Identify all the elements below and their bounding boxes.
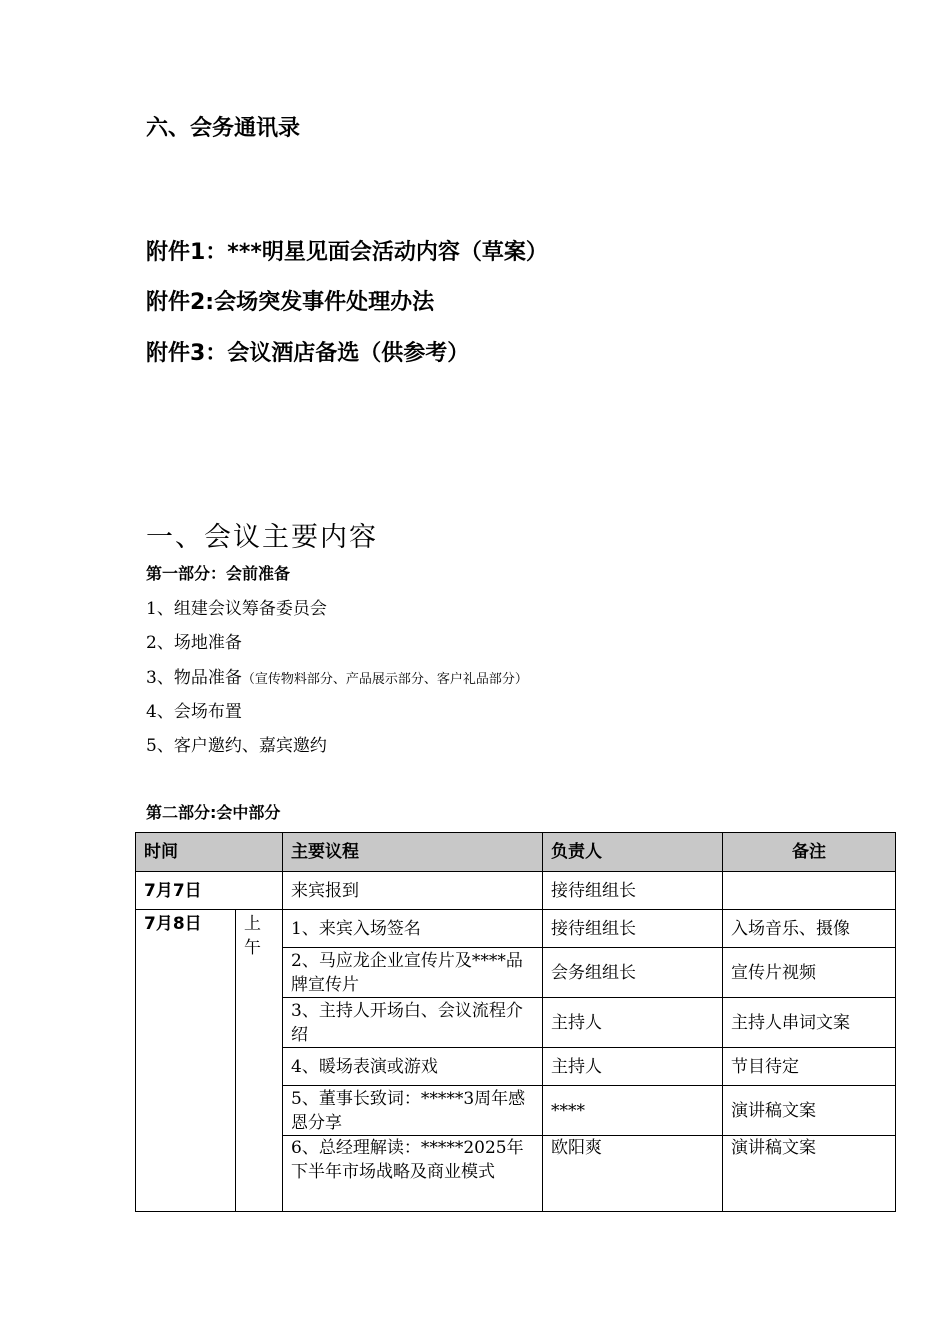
- list-item: [146, 731, 327, 756]
- agenda-cell: 3、主持人开场白、会议流程介绍: [283, 998, 543, 1048]
- appendix-2: 附件2:会场突发事件处理办法: [146, 290, 435, 315]
- table-row: [136, 910, 896, 948]
- list-item-text: 5、客户邀约、嘉宾邀约: [146, 736, 327, 756]
- appendix-3: 附件3：会议酒店备选（供参考）: [146, 341, 470, 366]
- remark-cell: [723, 872, 896, 910]
- date-cell: 7月7日: [136, 872, 283, 910]
- list-item: [146, 663, 528, 688]
- agenda-cell: 5、董事长致词：*****3周年感恩分享: [283, 1086, 543, 1136]
- owner-cell: 接待组组长: [543, 910, 723, 948]
- owner-cell: 主持人: [543, 1048, 723, 1086]
- header-owner: 负责人: [543, 833, 723, 872]
- remark-cell: 演讲稿文案: [723, 1136, 896, 1212]
- session-cell: 上午: [236, 910, 283, 1212]
- owner-cell: 欧阳爽: [543, 1136, 723, 1212]
- owner-cell: 主持人: [543, 998, 723, 1048]
- remark-cell: 节目待定: [723, 1048, 896, 1086]
- list-item: [146, 697, 242, 722]
- part-two-title: 第二部分:会中部分: [146, 803, 281, 822]
- remark-cell: 入场音乐、摄像: [723, 910, 896, 948]
- list-item-text: 1、组建会议筹备委员会: [146, 599, 327, 619]
- part-one-title: 第一部分：会前准备: [146, 564, 291, 583]
- owner-cell: ****: [543, 1086, 723, 1136]
- owner-cell: 会务组组长: [543, 948, 723, 998]
- appendix-1: 附件1：***明星见面会活动内容（草案）: [146, 240, 548, 265]
- header-time: 时间: [136, 833, 283, 872]
- agenda-cell: 4、暖场表演或游戏: [283, 1048, 543, 1086]
- agenda-table: [135, 832, 896, 1212]
- agenda-cell: 2、马应龙企业宣传片及****品牌宣传片: [283, 948, 543, 998]
- list-item-text: 2、场地准备: [146, 633, 242, 653]
- header-agenda: 主要议程: [283, 833, 543, 872]
- list-item: [146, 594, 327, 619]
- table-row: [136, 872, 896, 910]
- agenda-cell: 6、总经理解读：*****2025年下半年市场战略及商业模式: [283, 1136, 543, 1212]
- section-six-heading: 六、会务通讯录: [146, 116, 301, 141]
- remark-cell: 演讲稿文案: [723, 1086, 896, 1136]
- agenda-cell: 1、来宾入场签名: [283, 910, 543, 948]
- section-one-heading: 一、会议主要内容: [146, 522, 378, 553]
- table-header-row: [136, 833, 896, 872]
- remark-cell: 主持人串词文案: [723, 998, 896, 1048]
- header-remark: 备注: [723, 833, 896, 872]
- list-item: [146, 628, 242, 653]
- list-item-text: 4、会场布置: [146, 702, 242, 722]
- owner-cell: 接待组组长: [543, 872, 723, 910]
- list-item-text: 3、物品准备: [146, 668, 242, 688]
- date-cell: 7月8日: [136, 910, 236, 1212]
- list-item-note: （宣传物料部分、产品展示部分、客户礼品部分）: [241, 672, 528, 687]
- agenda-cell: 来宾报到: [283, 872, 543, 910]
- remark-cell: 宣传片视频: [723, 948, 896, 998]
